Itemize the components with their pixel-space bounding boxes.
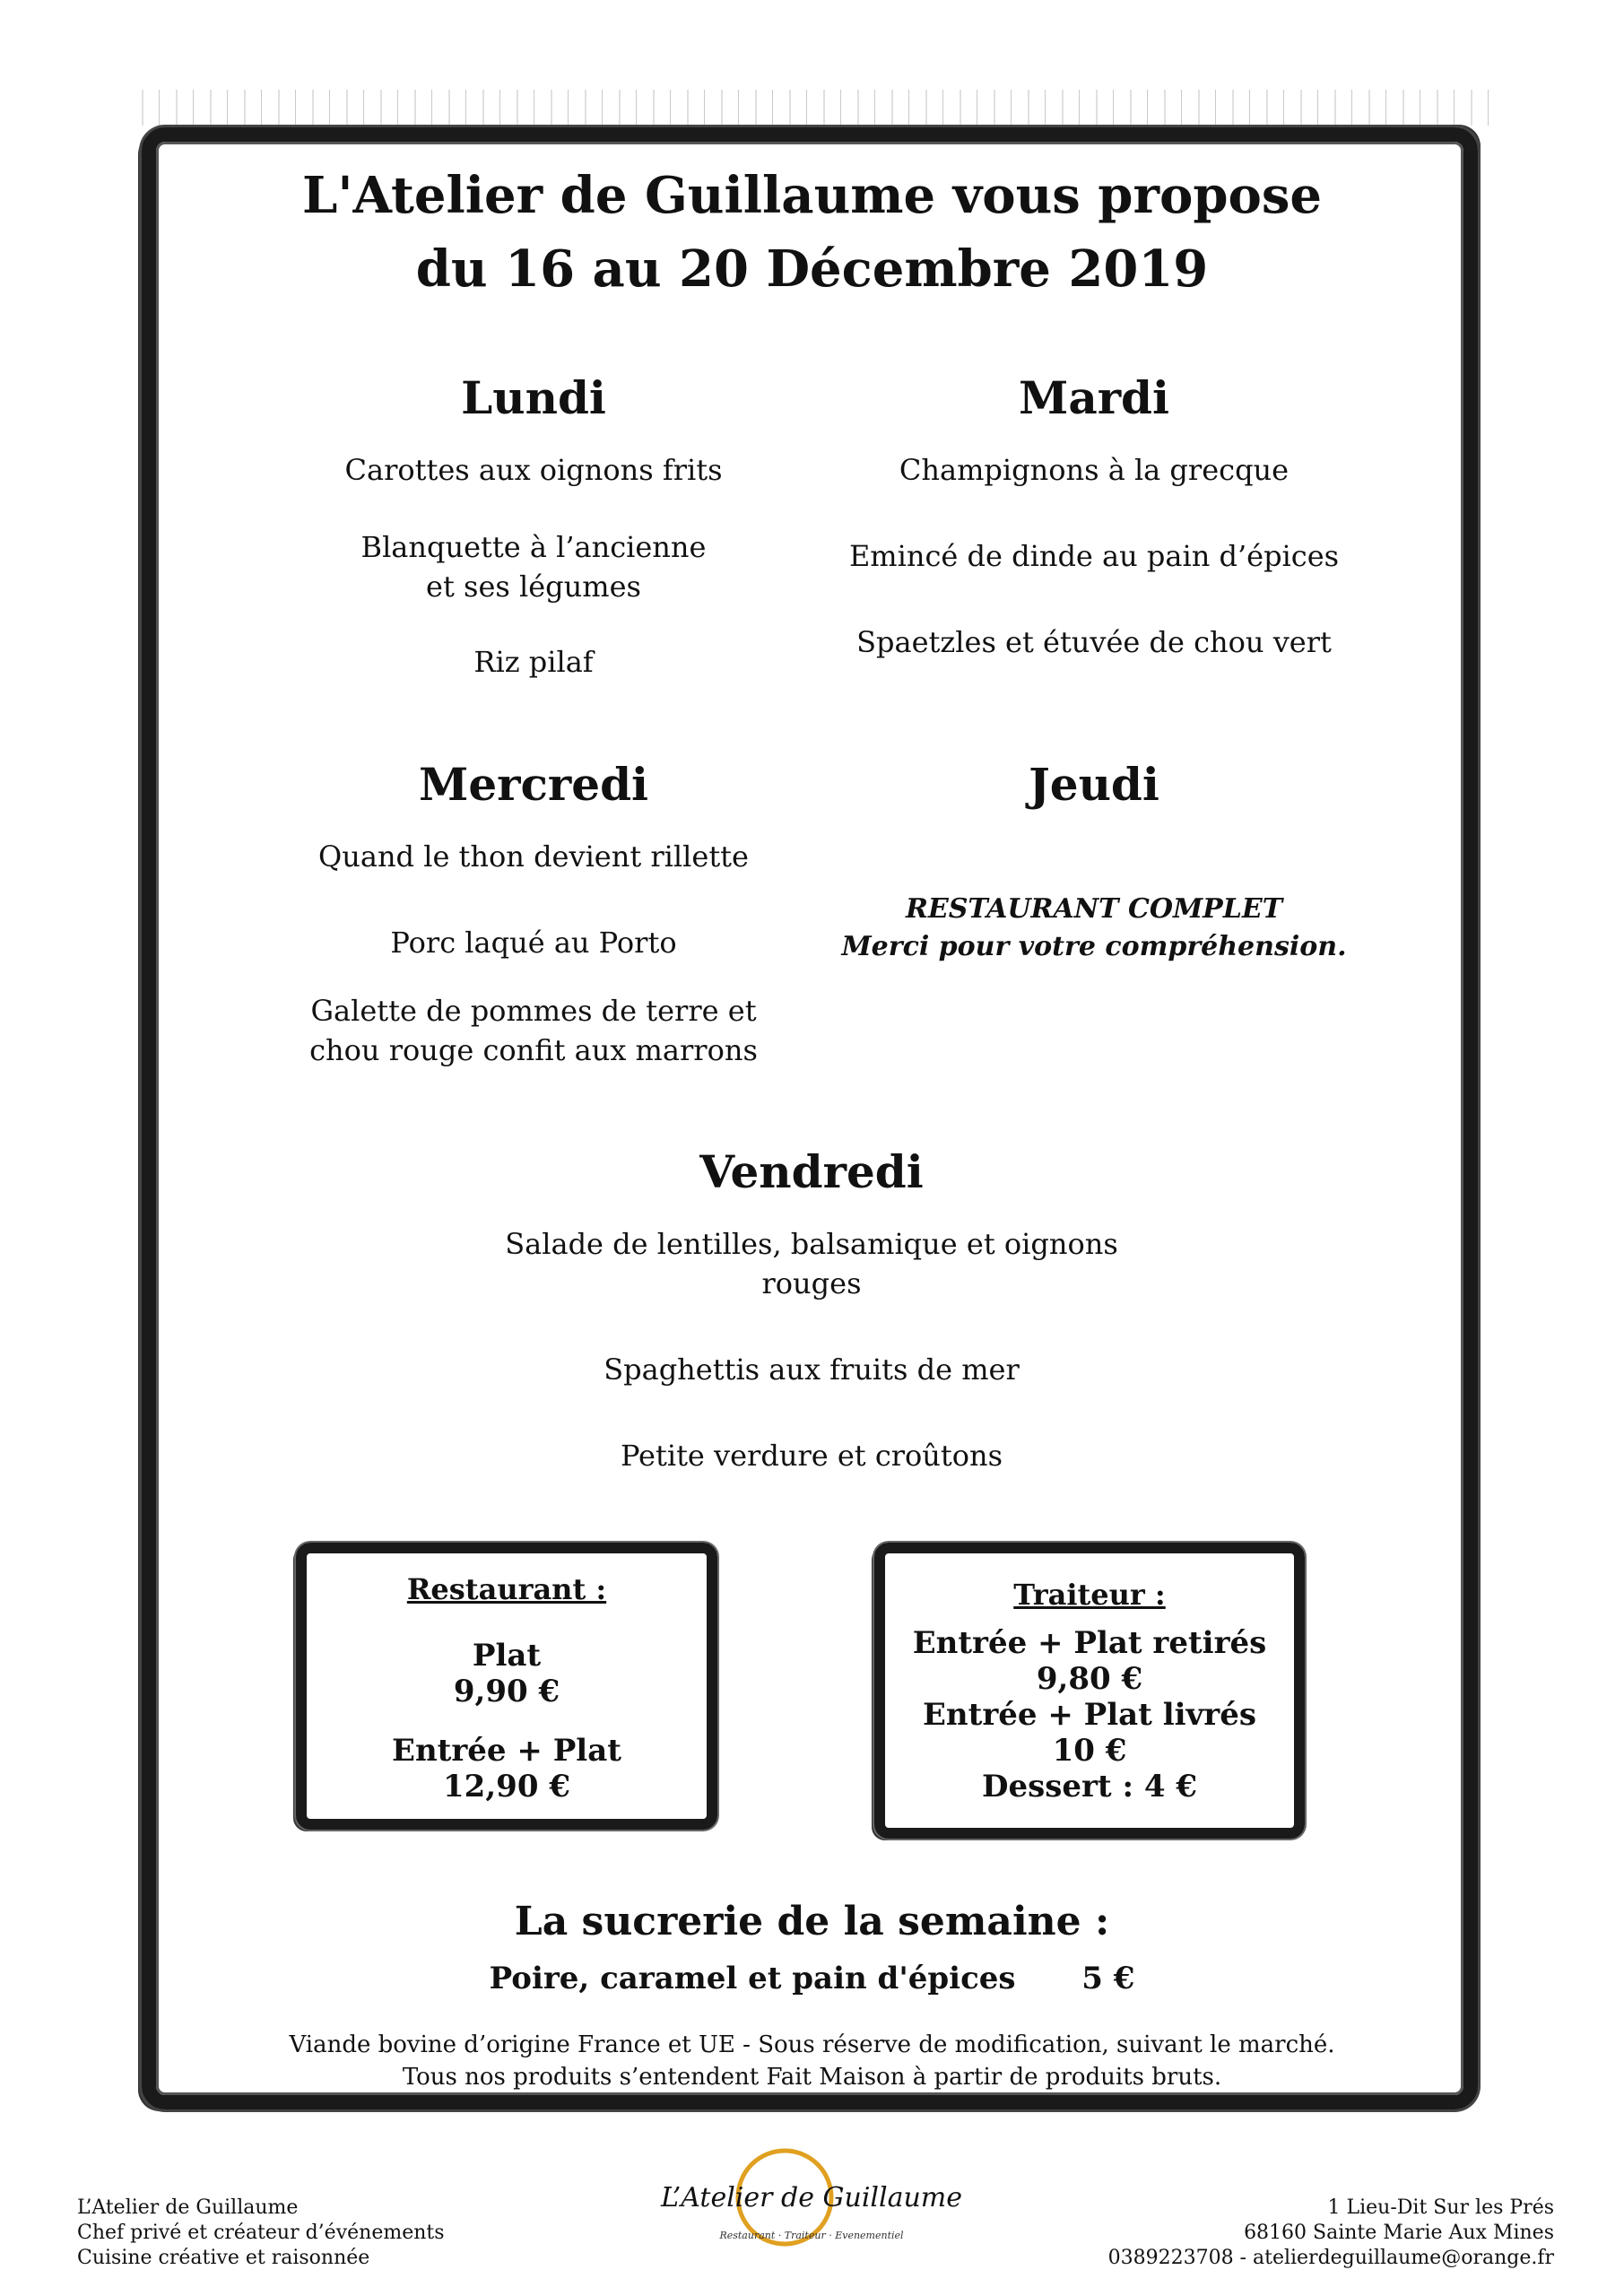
day-title: Mercredi [418,758,649,811]
footer-company: L’Atelier de Guillaume [77,2196,299,2219]
day-title: Vendredi [699,1145,924,1198]
dish: Spaghettis aux fruits de mer [604,1352,1020,1387]
retires-label: Entrée + Plat retirés [912,1625,1267,1661]
day-vendredi [498,1145,1125,1475]
footer-role: Chef privé et créateur d’événements [77,2222,445,2244]
footer-address: 1 Lieu-Dit Sur les Prés [1327,2196,1554,2219]
traiteur-heading: Traiteur : [1013,1578,1166,1612]
day-mardi [780,371,1408,662]
frame-texture [126,90,1498,126]
dish: Riz pilaf [473,645,594,679]
day-jeudi [780,758,1408,966]
dish: Petite verdure et croûtons [620,1439,1003,1473]
traiteur-price-box [874,1543,1305,1839]
sucrerie-item: Poire, caramel et pain d'épices [489,1961,1016,1996]
logo-wordmark: L’Atelier de Guillaume [660,2182,963,2213]
dish: et ses légumes [426,570,641,604]
dessert-price: Dessert : 4 € [981,1769,1198,1805]
footer-left [77,2196,445,2271]
combo-price: 12,90 € [443,1769,570,1805]
footer-contact: 0389223708 - atelierdeguillaume@orange.fr [1107,2247,1554,2269]
footer-city: 68160 Sainte Marie Aux Mines [1244,2222,1554,2244]
day-title: Jeudi [1029,758,1159,811]
logo-graphic [660,2133,963,2267]
dish: Champignons à la grecque [899,453,1290,487]
dish: Galette de pommes de terre et [310,994,757,1028]
restaurant-price-box [296,1543,717,1830]
plat-label: Plat [472,1638,542,1674]
dish: chou rouge confit aux marrons [309,1033,758,1067]
dish: Porc laqué au Porto [390,926,677,960]
note-origin: Viande bovine d’origine France et UE - Sous réserve de modification, suivant le marché. [289,2031,1335,2058]
livres-price: 10 € [1052,1733,1127,1769]
logo-subline: Restaurant · Traiteur · Evenementiel [719,2230,904,2241]
footer-right [1108,2196,1554,2271]
dish: Salade de lentilles, balsamique et oignons rouges [505,1227,1118,1300]
menu-title-line2: du 16 au 20 Décembre 2019 [415,239,1209,299]
dish: Carottes aux oignons frits [344,453,723,487]
note-fait-maison: Tous nos produits s’entendent Fait Maison à partir de produits bruts. [402,2064,1222,2091]
sucrerie-title: La sucrerie de la semaine : [514,1899,1110,1944]
dish: Emincé de dinde au pain d’épices [848,539,1340,573]
dish: Blanquette à l’ancienne [360,530,707,564]
plat-price: 9,90 € [453,1674,560,1709]
sucrerie-line [0,1959,1624,1998]
day-title: Lundi [461,371,606,424]
restaurant-heading: Restaurant : [406,1572,607,1606]
menu-title-line1: L'Atelier de Guillaume vous propose [302,166,1322,225]
livres-label: Entrée + Plat livrés [922,1697,1256,1733]
jeudi-notice: RESTAURANT COMPLET [905,893,1283,925]
day-mercredi [220,758,847,1070]
day-lundi [220,371,847,682]
day-title: Mardi [1018,371,1170,424]
dish: Quand le thon devient rillette [318,839,749,874]
combo-label: Entrée + Plat [392,1733,621,1769]
dish: Spaetzles et étuvée de chou vert [856,625,1332,659]
retires-price: 9,80 € [1036,1661,1143,1697]
footer-tagline: Cuisine créative et raisonnée [77,2247,370,2269]
brand-logo [660,2133,963,2267]
jeudi-notice: Merci pour votre compréhension. [841,931,1347,962]
sucrerie-price: 5 € [1081,1961,1135,1996]
